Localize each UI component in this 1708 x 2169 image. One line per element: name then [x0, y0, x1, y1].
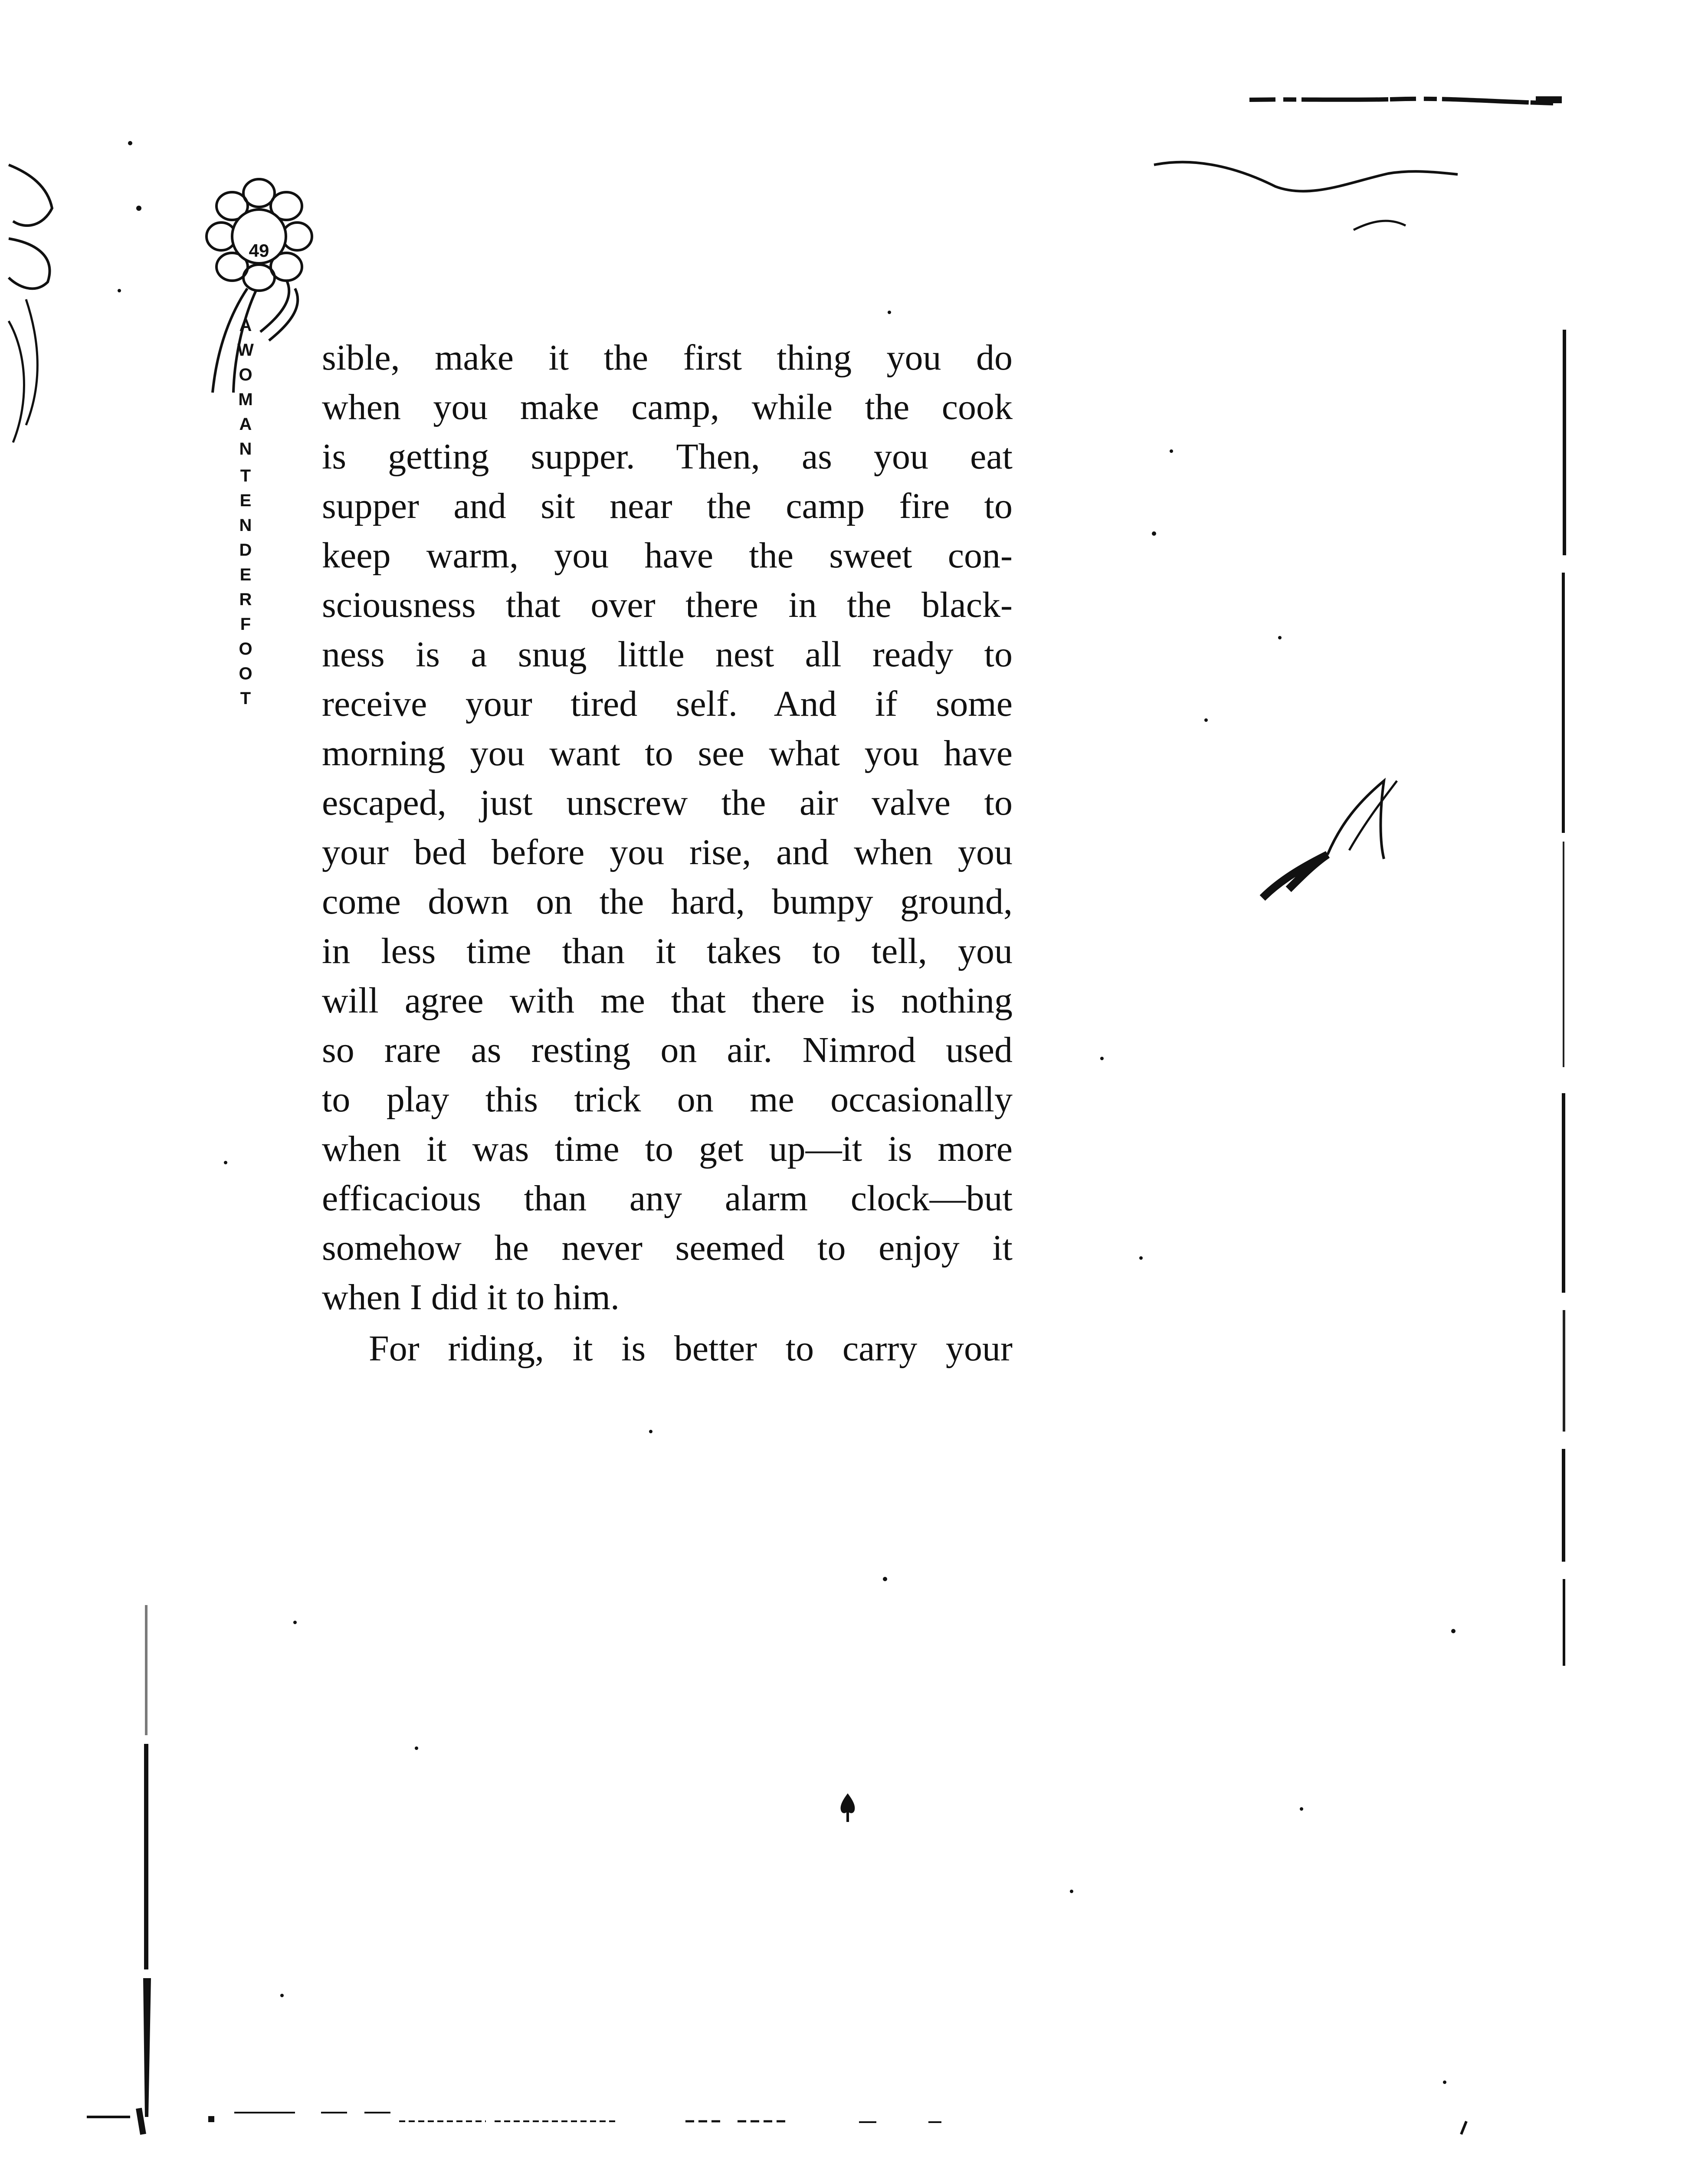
text-line: ness is a snug little nest all ready to	[322, 634, 1013, 675]
text-line: somehow he never seemed to enjoy it	[322, 1228, 1013, 1268]
text-line: keep warm, you have the sweet con-	[322, 535, 1013, 576]
text-line: so rare as resting on air. Nimrod used	[322, 1030, 1013, 1070]
running-head	[233, 316, 258, 708]
text-line: efficacious than any alarm clock—but	[322, 1178, 1013, 1219]
page-number: 49	[249, 240, 269, 261]
running-head-letter: D	[239, 541, 252, 560]
binding-shadow-right	[1557, 330, 1570, 1761]
pen-scribble-mark	[1254, 772, 1410, 928]
text-line: will agree with me that there is nothing	[322, 980, 1013, 1021]
text-line: escaped, just unscrew the air valve to	[322, 783, 1013, 823]
running-head-letter: A	[239, 415, 252, 434]
running-head-letter: R	[239, 590, 252, 609]
text-line: when you make camp, while the cook	[322, 387, 1013, 427]
running-head-letter: O	[239, 365, 252, 384]
text-line: receive your tired self. And if some	[322, 684, 1013, 724]
running-head-letter: A	[239, 316, 252, 335]
running-head-letter: O	[239, 664, 252, 683]
text-line: your bed before you rise, and when you	[322, 832, 1013, 872]
running-head-letter: O	[239, 639, 252, 659]
text-line: when I did it to him.	[322, 1277, 620, 1317]
running-head-letter: M	[238, 390, 253, 409]
running-head-letter: F	[240, 615, 251, 634]
text-line: supper and sit near the camp fire to	[322, 486, 1013, 526]
running-head-letter: E	[239, 565, 252, 584]
spade-ornament-icon	[837, 1791, 858, 1825]
scan-streak-bottom	[78, 2091, 1510, 2143]
running-head-letter: W	[237, 341, 254, 360]
running-head-letter: E	[239, 491, 252, 510]
text-line: is getting supper. Then, as you eat	[322, 436, 1013, 477]
running-head-letter: T	[240, 689, 251, 708]
running-head-letter: T	[240, 466, 251, 485]
text-line: in less time than it takes to tell, you	[322, 931, 1013, 971]
text-line: morning you want to see what you have	[322, 733, 1013, 773]
paragraph-start-line: For riding, it is better to carry your	[369, 1328, 1013, 1369]
text-line: come down on the hard, bumpy ground,	[322, 881, 1013, 922]
left-edge-flower-fragment	[0, 156, 69, 469]
body-text	[322, 333, 1013, 1373]
running-head-letter: N	[239, 439, 252, 459]
wavy-ink-stroke	[1145, 152, 1466, 247]
text-line: sible, make it the first thing you do	[322, 337, 1013, 378]
text-line: sciousness that over there in the black-	[322, 585, 1013, 625]
binding-shadow-left	[139, 1605, 156, 2147]
running-head-letter: N	[239, 516, 252, 535]
text-line: to play this trick on me occasionally	[322, 1079, 1013, 1120]
text-line: when it was time to get up—it is more	[322, 1129, 1013, 1169]
scan-streak-top	[1249, 82, 1562, 117]
